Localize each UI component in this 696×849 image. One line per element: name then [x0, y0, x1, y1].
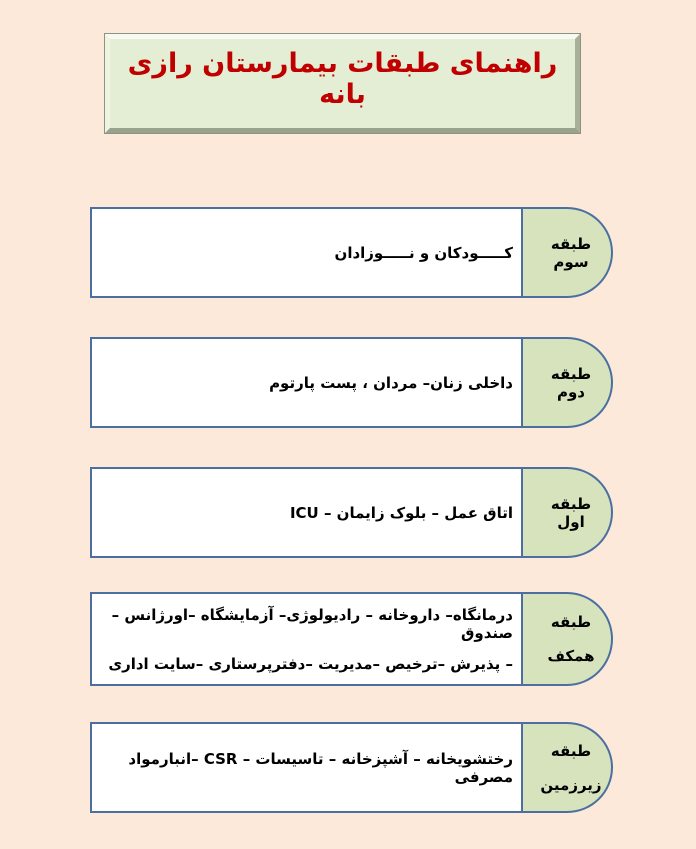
floor-1-contents-box — [90, 467, 523, 558]
page-title: راهنمای طبقات بیمارستان رازی بانه — [127, 47, 558, 110]
floor-ground-contents: درمانگاه– داروخانه – رادیولوژی– آزمایشگاه –اورژانس –صندوق — [111, 605, 513, 642]
floor-2-tab-label: طبقه دوم — [550, 364, 592, 401]
floor-row-2 — [90, 337, 614, 428]
floor-2-contents: داخلی زنان– مردان ، پست پارتوم — [269, 373, 513, 392]
floor-basement-tab — [521, 722, 613, 813]
floor-ground-contents-box — [90, 592, 523, 686]
floor-2-contents-box — [90, 337, 523, 428]
floor-ground-tab-label-line2: همکف — [547, 647, 595, 665]
title-plaque — [104, 33, 581, 134]
floor-row-1 — [90, 467, 614, 558]
floor-1-tab-label: طبقه اول — [550, 494, 592, 531]
floor-2-tab — [521, 337, 613, 428]
title-plaque-bevel — [105, 34, 580, 133]
floor-1-tab — [521, 467, 613, 558]
floor-row-3 — [90, 207, 614, 298]
floor-basement-tab-label: طبقه — [550, 741, 592, 760]
floor-row-ground — [90, 592, 614, 686]
floor-3-contents: کـــــودکان و نـــــوزادان — [334, 243, 513, 262]
floor-3-tab — [521, 207, 613, 298]
floor-basement-contents: رختشویخانه – آشپزخانه – تاسیسات – CSR –انبارمواد مصرفی — [128, 749, 513, 786]
floor-3-contents-box — [90, 207, 523, 298]
floor-row-basement — [90, 722, 614, 813]
floor-basement-tab-label-line2: زیرزمین — [540, 775, 602, 794]
floor-basement-contents-box — [90, 722, 523, 813]
floor-3-tab-label: طبقه سوم — [550, 234, 592, 271]
floor-ground-tab-label: طبقه — [550, 613, 592, 631]
floor-ground-contents-line2: – پذیرش –ترخیص –مدیریت –دفترپرستاری –سایت اداری — [108, 654, 513, 673]
floor-1-contents: اتاق عمل – بلوک زایمان – ICU — [289, 503, 513, 522]
floor-ground-tab — [521, 592, 613, 686]
